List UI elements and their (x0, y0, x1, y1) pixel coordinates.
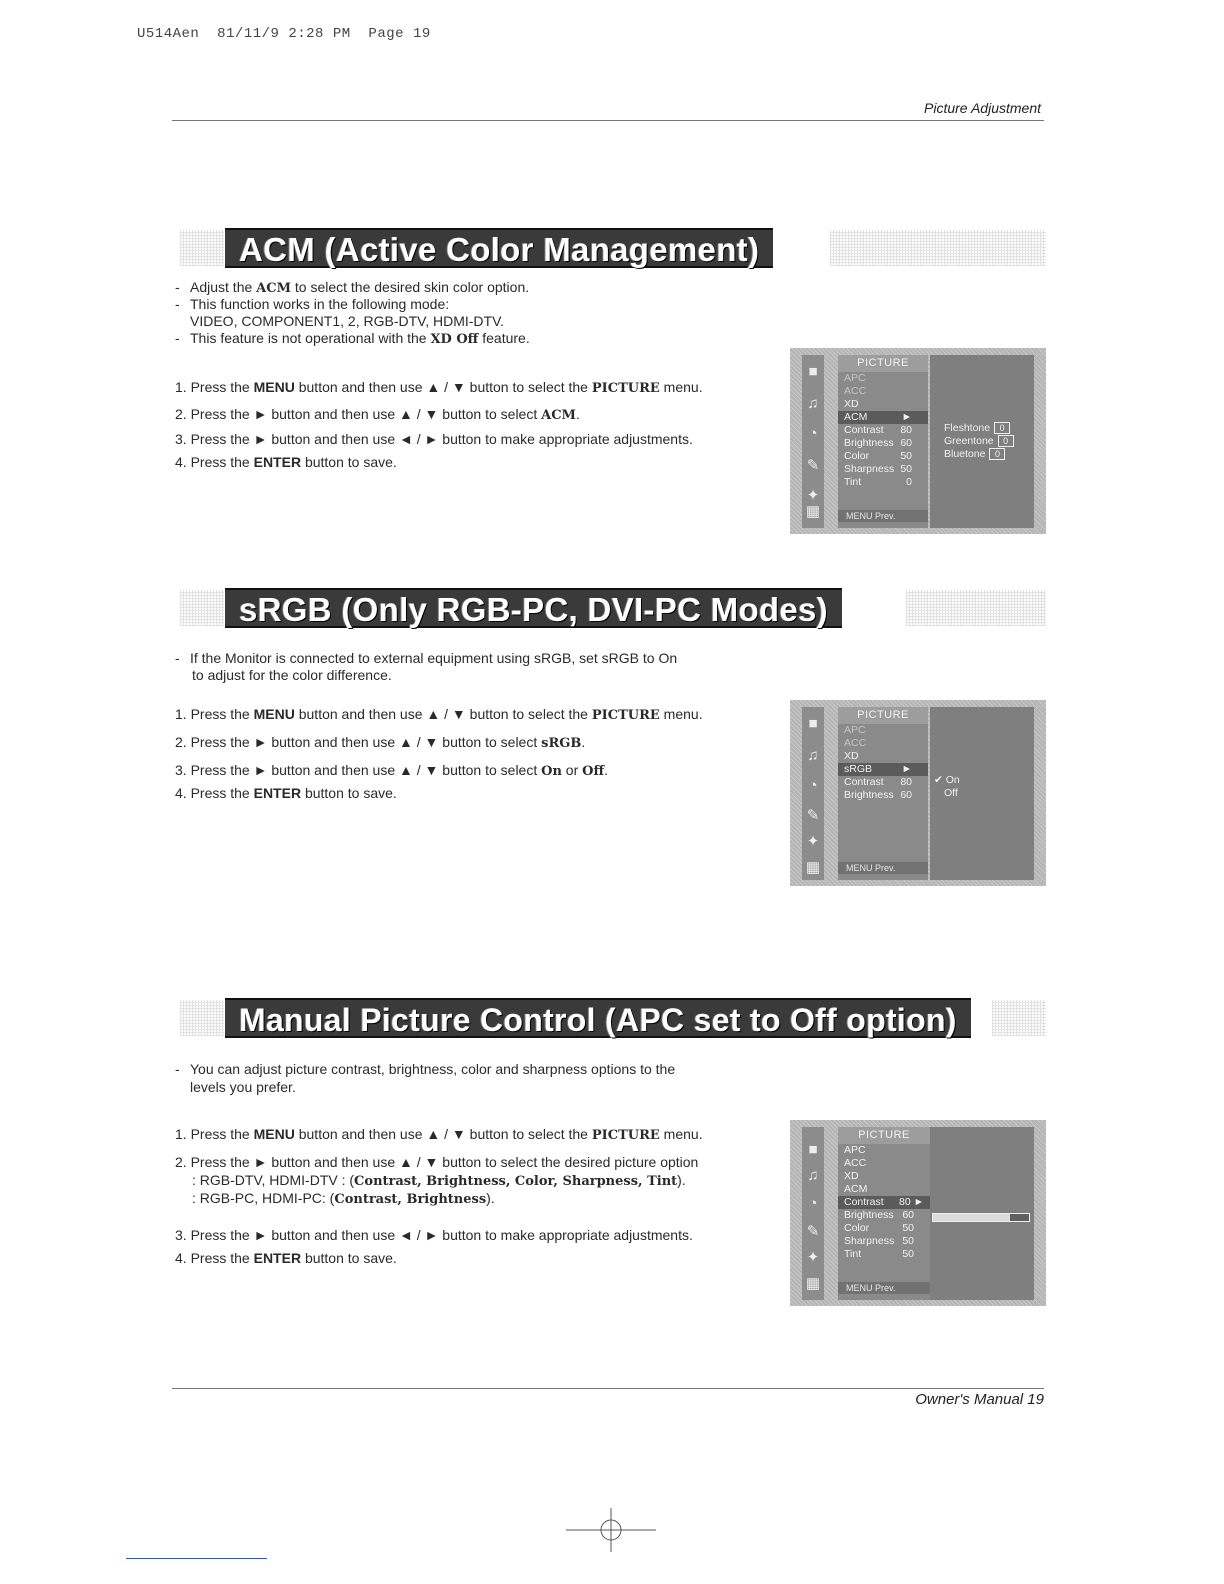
osd-icon-column (802, 1127, 824, 1300)
acm-bullet-1: - Adjust the ACM to select the desired skin color option. (175, 279, 530, 296)
menu-item-contrast[interactable]: Contrast 80 (844, 776, 912, 788)
menu-item-apc[interactable]: APC (844, 1144, 866, 1156)
acm-title: ACM (Active Color Management) (225, 228, 773, 268)
submenu-item-bluetone[interactable]: Bluetone 0 (944, 448, 1005, 460)
picture-menu (838, 355, 928, 528)
menu-item-acc[interactable]: ACC (844, 385, 867, 397)
menu-item-color[interactable]: Color 50 (844, 1222, 914, 1234)
setup-icon: ✦ (806, 487, 820, 504)
submenu-item-greentone[interactable]: Greentone 0 (944, 435, 1014, 447)
contrast-adjust-panel (930, 1127, 1034, 1300)
acm-osd-screen (790, 348, 1046, 534)
osd-icon-column (802, 707, 824, 880)
menu-title: PICTURE (838, 355, 928, 372)
manual-bullet-1-cont: levels you prefer. (190, 1079, 296, 1095)
srgb-submenu (930, 707, 1034, 880)
picture-menu (838, 707, 928, 880)
picture-icon: ■ (808, 714, 818, 732)
menu-item-xd[interactable]: XD (844, 1170, 859, 1182)
srgb-banner (180, 588, 1046, 628)
menu-title: PICTURE (838, 707, 928, 724)
lock-icon: ▦ (805, 503, 821, 520)
acm-step-3: 3. Press the ► button and then use ◄ / ► button to make appropriate adjustments. (175, 431, 693, 447)
menu-item-acm[interactable]: ACM (844, 1183, 868, 1195)
menu-item-sharpness[interactable]: Sharpness 50 (844, 463, 912, 475)
time-icon: ◔ (808, 424, 818, 442)
menu-item-tint[interactable]: Tint 50 (844, 1248, 914, 1260)
picture-menu (838, 1127, 930, 1300)
banner-pattern-right (992, 1000, 1046, 1036)
srgb-bullet-1: - If the Monitor is connected to external equipment using sRGB, set sRGB to On (175, 650, 678, 666)
manual-banner (180, 998, 1046, 1038)
footer-rule (172, 1388, 1044, 1389)
menu-item-xd[interactable]: XD (844, 750, 859, 762)
banner-pattern-left (180, 1000, 224, 1036)
option-icon: ✎ (806, 1223, 820, 1240)
menu-item-tint[interactable]: Tint 0 (844, 476, 912, 488)
banner-pattern-right (830, 230, 1046, 266)
audio-icon: ♫ (807, 746, 819, 764)
picture-icon: ■ (808, 362, 818, 380)
srgb-title: sRGB (Only RGB-PC, DVI-PC Modes) (225, 588, 842, 628)
acm-bullet-2: - This function works in the following mode: (175, 296, 450, 312)
menu-item-brightness[interactable]: Brightness 60 (844, 437, 912, 449)
acm-bullet-2-modes: VIDEO, COMPONENT1, 2, RGB-DTV, HDMI-DTV. (190, 313, 505, 329)
time-icon: ◔ (808, 776, 818, 794)
manual-step-1: 1. Press the MENU button and then use ▲ / ▼ button to select the PICTURE menu. (175, 1126, 703, 1143)
acm-step-2: 2. Press the ► button and then use ▲ / ▼ button to select ACM. (175, 406, 580, 423)
manual-step-2-dtv: : RGB-DTV, HDMI-DTV : (Contrast, Brightness, Color, Sharpness, Tint). (192, 1172, 686, 1189)
print-slug: U514Aen 81/11/9 2:28 PM Page 19 (137, 26, 431, 42)
audio-icon: ♫ (807, 1166, 819, 1184)
manual-step-4: 4. Press the ENTER button to save. (175, 1250, 397, 1266)
menu-footer: MENU Prev. (838, 1282, 930, 1294)
header-rule (172, 120, 1044, 121)
lock-icon: ▦ (805, 1275, 821, 1292)
menu-item-sharpness[interactable]: Sharpness 50 (844, 1235, 914, 1247)
banner-pattern-left (180, 230, 224, 266)
osd-icon-column (802, 355, 824, 528)
submenu-item-on[interactable]: ✔ On (934, 774, 960, 786)
srgb-step-1: 1. Press the MENU button and then use ▲ / ▼ button to select the PICTURE menu. (175, 706, 703, 723)
menu-item-apc[interactable]: APC (844, 724, 866, 736)
manual-osd-screen (790, 1120, 1046, 1306)
srgb-bullet-1-cont: to adjust for the color difference. (192, 667, 392, 683)
acm-step-4: 4. Press the ENTER button to save. (175, 454, 397, 470)
time-icon: ◔ (808, 1194, 818, 1212)
menu-item-acm[interactable]: ACM ► (838, 411, 928, 424)
srgb-step-2: 2. Press the ► button and then use ▲ / ▼ button to select sRGB. (175, 734, 586, 751)
section-header: Picture Adjustment (924, 100, 1041, 116)
menu-item-srgb[interactable]: sRGB ► (838, 763, 928, 776)
manual-bullet-1: - You can adjust picture contrast, brightness, color and sharpness options to the (175, 1061, 676, 1077)
menu-item-color[interactable]: Color 50 (844, 450, 912, 462)
menu-footer: MENU Prev. (838, 510, 928, 522)
page-footer: Owner's Manual 19 (915, 1391, 1044, 1408)
option-icon: ✎ (806, 807, 820, 824)
manual-step-3: 3. Press the ► button and then use ◄ / ► button to make appropriate adjustments. (175, 1227, 693, 1243)
menu-item-contrast[interactable]: Contrast 80 ► (838, 1196, 930, 1209)
acm-submenu (930, 355, 1034, 528)
submenu-item-off[interactable]: Off (944, 787, 958, 799)
picture-icon: ■ (808, 1140, 818, 1158)
manual-step-2-pc: : RGB-PC, HDMI-PC: (Contrast, Brightness). (192, 1190, 495, 1207)
menu-item-xd[interactable]: XD (844, 398, 859, 410)
banner-pattern-left (180, 590, 224, 626)
acm-banner (180, 228, 1046, 268)
setup-icon: ✦ (806, 1249, 820, 1266)
srgb-osd-screen (790, 700, 1046, 886)
menu-item-brightness[interactable]: Brightness 60 (844, 789, 912, 801)
menu-title: PICTURE (838, 1127, 930, 1144)
contrast-slider[interactable] (932, 1213, 1030, 1222)
menu-item-apc[interactable]: APC (844, 372, 866, 384)
srgb-step-3: 3. Press the ► button and then use ▲ / ▼ button to select On or Off. (175, 762, 609, 779)
lock-icon: ▦ (805, 859, 821, 876)
banner-pattern-right (906, 590, 1046, 626)
audio-icon: ♫ (807, 394, 819, 412)
menu-item-acc[interactable]: ACC (844, 1157, 867, 1169)
acm-step-1: 1. Press the MENU button and then use ▲ / ▼ button to select the PICTURE menu. (175, 379, 703, 396)
menu-footer: MENU Prev. (838, 862, 928, 874)
manual-step-2: 2. Press the ► button and then use ▲ / ▼ button to select the desired picture option (175, 1154, 699, 1170)
srgb-step-4: 4. Press the ENTER button to save. (175, 785, 397, 801)
menu-item-acc[interactable]: ACC (844, 737, 867, 749)
registration-mark (566, 1508, 656, 1552)
setup-icon: ✦ (806, 833, 820, 850)
submenu-item-fleshtone[interactable]: Fleshtone 0 (944, 422, 1010, 434)
menu-item-brightness[interactable]: Brightness 60 (844, 1209, 914, 1221)
manual-title: Manual Picture Control (APC set to Off option) (225, 998, 971, 1038)
option-icon: ✎ (806, 457, 820, 474)
crop-line (126, 1558, 267, 1559)
contrast-slider-fill (933, 1214, 1010, 1221)
acm-bullet-3: - This feature is not operational with the XD Off feature. (175, 330, 530, 347)
menu-item-contrast[interactable]: Contrast 80 (844, 424, 912, 436)
